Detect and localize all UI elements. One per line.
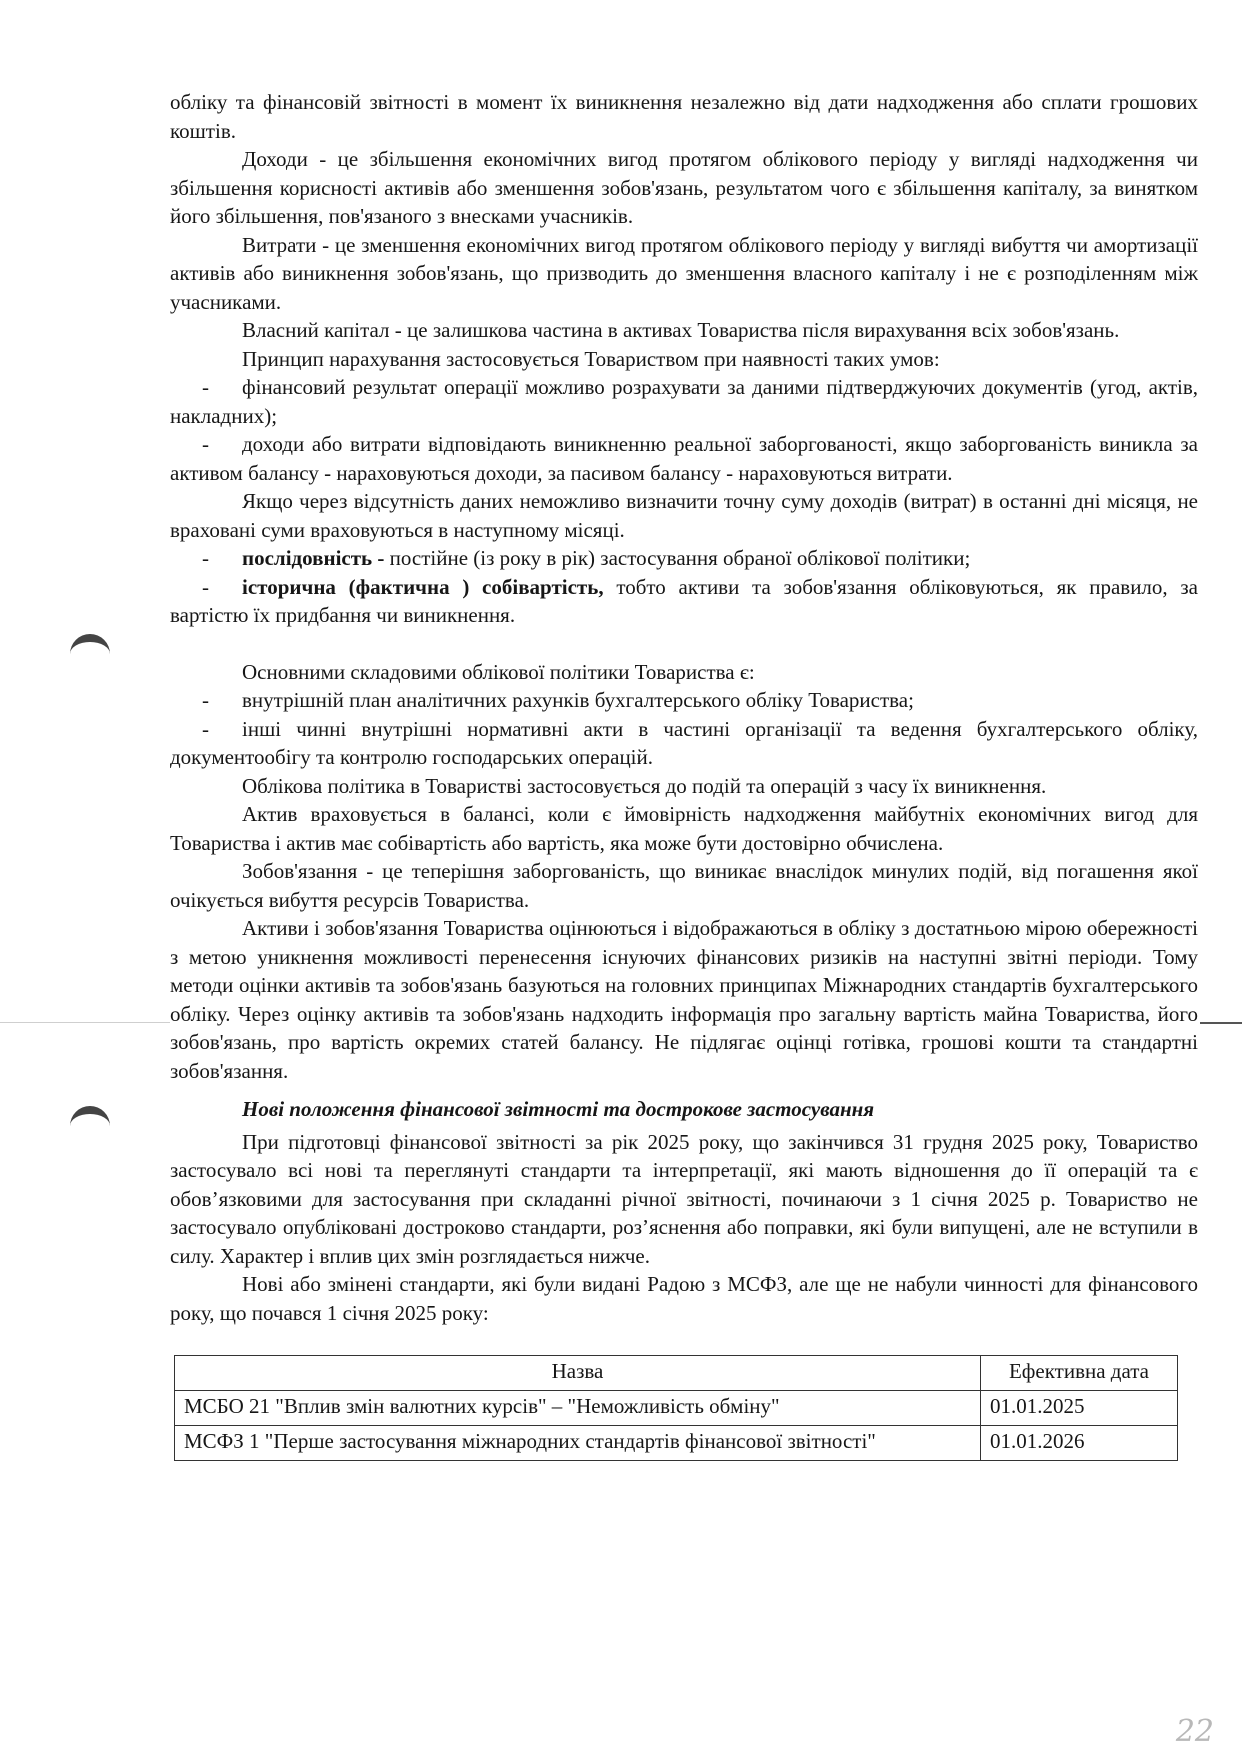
list-item-text: постійне (із року в рік) застосування обраної облікової політики; [384,546,971,570]
table-row [175,1391,1178,1426]
table-cell-date: 01.01.2025 [981,1391,1178,1426]
column-header-name: Назва [175,1356,981,1391]
table-cell-date: 01.01.2026 [981,1426,1178,1461]
fold-line [1200,1022,1242,1024]
list-item [170,686,1198,715]
paragraph-policy-application: Облікова політика в Товаристві застосовується до подій та операцій з часу їх виникнення. [242,773,1047,798]
paragraph-valuation: Активи і зобов'язання Товариства оцінюються і відображаються в обліку з достатньою мірою обережності з метою уникнення можливості перенесення існуючих фінансових ризиків на наступні звітні періоди. Тому методи оцінки активів та зобов'язань базуються на головних принципах Міжнародних стандартів бухгалтерського обліку. Через оцінку активів та зобов'язань надходить інформація про загальну вартість майна Товариства, його зобов'язань, про вартість окремих статей балансу. Не підлягає оцінці готівка, грошові кошти та стандартні зобов'язання. [170,916,1198,1083]
document-page [170,88,1198,1461]
paragraph-asset: Актив враховується в балансі, коли є ймовірність надходження майбутніх економічних вигод для Товариства і актив має собівартість або вартість, яка може бути достовірно обчислена. [170,802,1198,855]
standards-table [174,1355,1178,1461]
paragraph-issued-standards: Нові або змінені стандарти, які були видані Радою з МСФЗ, але ще не набули чинності для фінансового року, що почався 1 січня 2025 року: [170,1272,1198,1325]
list-item-text: інші чинні внутрішні нормативні акти в частині організації та ведення бухгалтерського обліку, документообігу та контролю господарських операцій. [170,716,1198,769]
paragraph-new-standards: При підготовці фінансової звітності за рік 2025 року, що закінчився 31 грудня 2025 року, Товариство застосувало всі нові та переглянуті стандарти та інтерпретації, які мають відношення до її операцій та є обов’язковими для застосування при складанні річної звітності, починаючи з 1 січня 2025 р. Товариство не застосувало опубліковані достроково стандарти, роз’яснення або поправки, які були випущені, але не вступили в силу. Характер і вплив цих змін розглядається нижче. [170,1129,1198,1268]
list-item [170,573,1198,630]
column-header-effective-date: Ефективна дата [981,1356,1178,1391]
table-header-row [175,1356,1178,1391]
list-item-text: фінансовий результат операції можливо розрахувати за даними підтверджуючих документів (угод, актів, накладних); [170,375,1198,428]
list-dash: - [202,432,209,456]
table-row [175,1426,1178,1461]
list-dash: - [202,688,209,712]
paragraph-income: Доходи - це збільшення економічних вигод протягом облікового періоду у вигляді надходження чи збільшення корисності активів або зменшення зобов'язань, результатом чого є збільшення капіталу, за винятком його збільшення, пов'язаного з внесками учасників. [170,147,1198,228]
paragraph-accrual-principle: Принцип нарахування застосовується Товариством при наявності таких умов: [242,346,940,371]
paragraph-policy-components: Основними складовими облікової політики Товариства є: [242,659,755,684]
list-dash: - [202,375,209,399]
list-item [170,715,1198,772]
table-cell-name: МСФЗ 1 "Перше застосування міжнародних стандартів фінансової звітності" [175,1426,981,1461]
paragraph-equity: Власний капітал - це залишкова частина в активах Товариства після вирахування всіх зобов'язань. [242,318,1120,342]
paragraph-expenses: Витрати - це зменшення економічних вигод протягом облікового періоду у вигляді вибуття чи амортизації активів або виникнення зобов'язань, що призводить до зменшення власного капіталу і не є розподіленням між учасниками. [170,232,1198,314]
list-item-text: тобто активи та зобов'язання обліковуються, як правило, за вартістю їх придбання чи виникнення. [170,574,1198,627]
paragraph-accrual-end: обліку та фінансовій звітності в момент їх виникнення незалежно від дати надходження або сплати грошових коштів. [170,90,1198,143]
table-cell-name: МСБО 21 "Вплив змін валютних курсів" – "Неможливість обміну" [175,1391,981,1426]
list-item [170,373,1198,430]
list-dash: - [202,574,209,599]
paragraph-missing-data: Якщо через відсутність даних неможливо визначити точну суму доходів (витрат) в останні дні місяця, не враховані суми враховуються в наступному місяці. [170,489,1198,542]
term-consistency: послідовність - [242,546,385,570]
list-item-text: внутрішній план аналітичних рахунків бухгалтерського обліку Товариства; [242,688,914,712]
fold-line [0,1022,170,1023]
paragraph-liability: Зобов'язання - це теперішня заборгованість, що виникає внаслідок минулих подій, від погашення якої очікується вибуття ресурсів Товариства. [170,859,1198,912]
list-item [170,544,1198,573]
list-item-text: доходи або витрати відповідають виникненню реальної заборгованості, якщо заборгованість виникла за активом балансу - нараховуються доходи, за пасивом балансу - нараховуються витрати. [170,432,1198,485]
term-historical-cost: історична (фактична ) собівартість, [242,574,604,599]
punch-hole-mark [70,1106,110,1130]
section-heading: Нові положення фінансової звітності та дострокове застосування [242,1097,875,1121]
page-number: 22 [1175,1714,1214,1749]
list-item [170,430,1198,487]
punch-hole-mark [70,634,110,658]
list-dash: - [202,716,209,741]
list-dash: - [202,546,209,570]
